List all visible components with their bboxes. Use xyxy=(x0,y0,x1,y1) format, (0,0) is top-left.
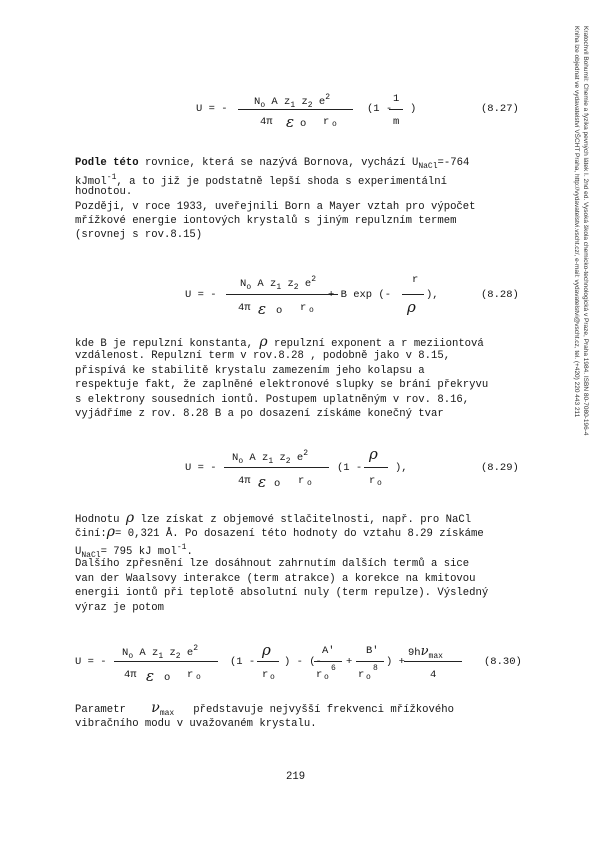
nu-symbol: ν xyxy=(151,700,160,716)
rho-symbol: ρ xyxy=(259,334,268,350)
text-run: , a to již je podstatně lepší shoda s experimentální xyxy=(116,176,447,188)
equation-number: (8.27) xyxy=(481,103,519,115)
eq-close: ), xyxy=(426,289,439,301)
text-run: představuje nejvyšší frekvenci mřížkového xyxy=(193,704,454,716)
eq-numerator: $N_o$ A $z_1$ $z_2$ $e^2$ xyxy=(240,275,316,292)
eq-den-r: r xyxy=(298,475,305,487)
text-run: = 0,321 Å. Po dosazení této hodnoty do vztahu 8.29 získáme xyxy=(115,528,484,540)
eq-close: ) + xyxy=(386,656,405,668)
text-run: kJmol xyxy=(75,176,107,188)
text-line: energii iontů při teplotě absolutní nuly (term repulze). Výsledný xyxy=(75,587,489,599)
margin-citation xyxy=(572,26,590,526)
frac-num: B' xyxy=(366,645,379,657)
text-run: činí: xyxy=(75,528,107,540)
frac-den: m xyxy=(393,116,400,128)
text-line: vzdálenost. Repulzní term v rov.8.28 , podobně jako v 8.15, xyxy=(75,350,451,362)
rho-symbol: ρ xyxy=(106,524,116,540)
text-run: rovnice, která se nazývá Bornova, vychází U xyxy=(144,157,419,169)
text-line: přispívá ke stabilitě krystalu zamezením jeho kolapsu a xyxy=(75,365,425,377)
text-run: =-764 xyxy=(437,157,470,169)
subscript: max xyxy=(428,652,443,661)
eq-den-r: r xyxy=(300,302,307,314)
text-run: Podle této xyxy=(75,157,139,169)
superscript: -1 xyxy=(106,173,117,182)
text-line: van der Waalsovy interakce (term atrakce) a korekce na kmitovou xyxy=(75,573,476,585)
text-line: respektuje fakt, že zaplněné elektronové slupky se brání překryvu xyxy=(75,379,489,391)
citation-line-1: Kratochvil Bohumil: Chemie a fyzika pevných látek I. 2nd ed. Vysoká škola chemicko-technologická v Praze, Praha 1984. ISBN 80-7080-196-4 xyxy=(582,26,589,436)
text-run: Hodnotu xyxy=(75,514,120,526)
eq-mid: ) - (- xyxy=(284,656,322,668)
text-run: U xyxy=(75,546,82,558)
frac-num: r xyxy=(412,274,419,286)
text-run: repulzní exponent a r meziiontová xyxy=(273,338,484,350)
plus-sign: + xyxy=(346,656,353,668)
frac-den: r xyxy=(369,475,376,487)
eq-paren-close: ), xyxy=(395,462,408,474)
text-run: 9h xyxy=(408,647,421,659)
subscript: max xyxy=(159,709,175,718)
frac-den: r xyxy=(262,669,269,681)
frac-num xyxy=(408,644,443,661)
text-line: vibračního modu v uvažovaném krystalu. xyxy=(75,718,317,730)
eq-numerator: $N_o$ A $z_1$ $z_2$ $e^2$ xyxy=(122,644,198,661)
eq-den-4pi: 4π xyxy=(124,669,137,681)
eq-paren: (1 - xyxy=(337,462,363,474)
equation-number: (8.29) xyxy=(481,462,519,474)
text-run: . xyxy=(186,546,193,558)
exponent: 8 xyxy=(373,664,378,673)
text-run: lze získat z objemové stlačitelnosti, např. pro NaCl xyxy=(140,514,472,526)
text-line: s elektrony sousedních iontů. Postupem uplatněným v rov. 8.16, xyxy=(75,394,470,406)
text-line: mřížkové energie iontových krystalů s jiným repulzním termem xyxy=(75,215,457,227)
eq-paren-close: ) xyxy=(410,103,417,115)
eq-lhs: U = - xyxy=(185,462,217,474)
frac-num: A' xyxy=(322,645,335,657)
eq-numerator: $N_o$ A $z_1$ $z_2$ $e^2$ xyxy=(254,93,330,110)
nu-symbol: ν xyxy=(420,644,429,659)
text-run: kde B je repulzní konstanta, xyxy=(75,338,254,350)
epsilon-symbol: ε xyxy=(258,473,267,491)
text-line: (srovnej s rov.8.15) xyxy=(75,229,203,241)
eq-den-4pi: 4π xyxy=(238,302,251,314)
eq-den-4pi: 4π xyxy=(238,475,251,487)
eq-numerator: $N_o$ A $z_1$ $z_2$ $e^2$ xyxy=(232,449,308,466)
eq-lhs: U = - xyxy=(75,656,107,668)
text-line: Dalšího zpřesnění lze dosáhnout zahrnutím dalších termů a sice xyxy=(75,558,470,570)
subscript: NaCl xyxy=(418,162,438,171)
eq-lhs: U = - xyxy=(185,289,217,301)
equation-number: (8.30) xyxy=(484,656,522,668)
epsilon-symbol: ε xyxy=(258,300,267,318)
frac-den: r xyxy=(358,669,365,681)
rho-symbol: ρ xyxy=(262,641,271,659)
text-line: hodnotou. xyxy=(75,186,133,198)
text-line: výraz je potom xyxy=(75,602,165,614)
epsilon-symbol: ε xyxy=(286,113,295,131)
eq-den-r: r xyxy=(323,116,330,128)
eq-paren: (1 - xyxy=(367,103,393,115)
citation-line-2: Kniha lze objednat ve vydavatelství VŠCHT Praha, http://vydavatelstvi.vscht.cz/, e-mail: vydavatelstvi@vscht.cz, tel. (+420) 220 443 211 xyxy=(573,26,580,418)
frac-den: 4 xyxy=(430,669,437,681)
text-line: Později, v roce 1933, uveřejnili Born a Mayer vztah pro výpočet xyxy=(75,201,476,213)
text-run: Parametr xyxy=(75,704,126,716)
superscript: -1 xyxy=(176,543,187,552)
exponent: 6 xyxy=(331,664,336,673)
rho-symbol: ρ xyxy=(407,298,416,316)
eq-exp-term: + B exp (- xyxy=(328,289,392,301)
eq-lhs: U = - xyxy=(196,103,228,115)
frac-den: r xyxy=(316,669,323,681)
eq-den-4pi: 4π xyxy=(260,116,273,128)
subscript: NaCl xyxy=(81,551,101,560)
frac-num: 1 xyxy=(393,93,400,105)
equation-number: (8.28) xyxy=(481,289,519,301)
eq-paren: (1 - xyxy=(230,656,256,668)
text-line: vyjádříme z rov. 8.28 B a po dosazení získáme konečný tvar xyxy=(75,408,444,420)
page-number: 219 xyxy=(286,771,306,783)
epsilon-symbol: ε xyxy=(146,667,155,685)
rho-symbol: ρ xyxy=(125,510,135,526)
eq-den-r: r xyxy=(187,669,194,681)
rho-symbol: ρ xyxy=(369,445,378,463)
text-run: = 795 kJ mol xyxy=(100,546,177,558)
